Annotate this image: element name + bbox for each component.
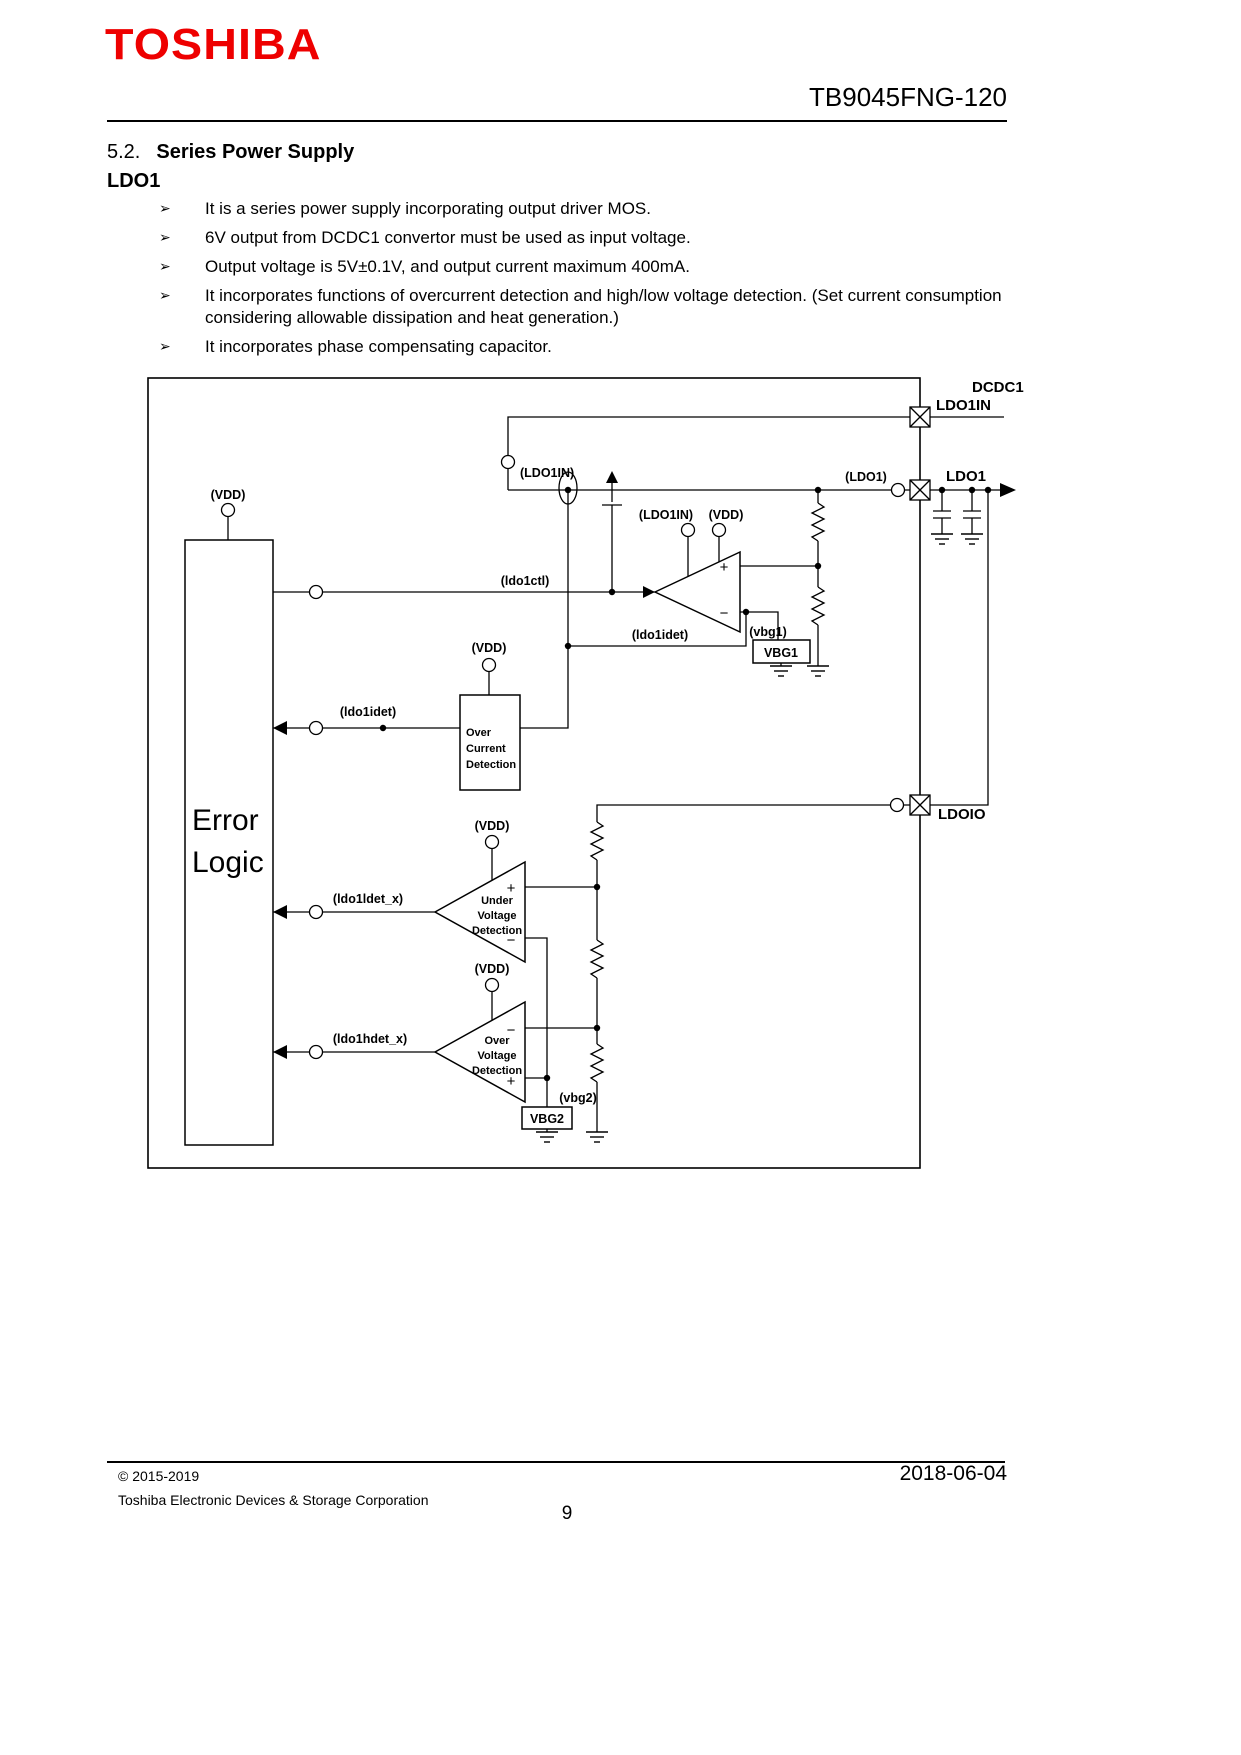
ldo1idet-net-label: (ldo1idet)	[339, 705, 397, 719]
document-date: 2018-06-04	[899, 1462, 1007, 1485]
arrow-into-error-logic	[273, 1045, 287, 1059]
uvd-label-line3: Detection	[471, 925, 523, 937]
ldo1-output-arrow	[1000, 483, 1016, 497]
uvd-minus-input: −	[506, 932, 516, 949]
arrowheads	[273, 471, 1016, 1059]
bullet-text: Output voltage is 5V±0.1V, and output current maximum 400mA.	[205, 257, 690, 277]
subsection-title: LDO1	[107, 170, 161, 192]
section-title: Series Power Supply	[156, 141, 355, 163]
arrow-into-error-logic	[273, 905, 287, 919]
ovd-plus-input: +	[506, 1073, 516, 1090]
bullet-text: It incorporates phase compensating capacitor.	[205, 337, 552, 357]
arrow-into-error-amp	[643, 586, 655, 598]
ldo1idet-net-label: (ldo1idet)	[631, 628, 689, 642]
resistor	[591, 822, 603, 860]
bullet-text: It incorporates functions of overcurrent detection and high/low voltage detection. (Set current consumption considering allowable dissipation and heat generation.)	[205, 286, 1002, 328]
error-logic-label-line1: Error	[192, 804, 259, 837]
company-name: Toshiba Electronic Devices & Storage Corporation	[118, 1492, 429, 1508]
bullet-text: It is a series power supply incorporating output driver MOS.	[205, 199, 651, 218]
pin-ldo1in-symbol	[910, 407, 930, 427]
bullet-arrow-icon: ➢	[159, 287, 171, 304]
diagram-frame	[148, 378, 920, 1168]
bullet-arrow-icon: ➢	[159, 229, 171, 246]
ovd-minus-input: −	[506, 1022, 516, 1039]
ocd-label-line1: Over	[466, 727, 492, 739]
uvd-plus-input: +	[506, 880, 516, 897]
vbg2-block-label: VBG2	[529, 1112, 565, 1126]
ldo1in-net-label: (LDO1IN)	[638, 508, 694, 522]
resistor	[812, 587, 824, 625]
ldo1hdet-net-label: (ldo1hdet_x)	[332, 1032, 408, 1046]
ocd-label-line3: Detection	[466, 759, 517, 771]
section-number: 5.2.	[107, 141, 141, 163]
mos-arrow	[606, 471, 618, 483]
error-logic-label-line2: Logic	[192, 846, 264, 879]
wires	[228, 417, 1004, 1132]
toshiba-logo: TOSHIBA	[105, 20, 322, 69]
vdd-net-label: (VDD)	[210, 488, 246, 502]
vdd-net-label: (VDD)	[474, 962, 510, 976]
ldo1-net-label: (LDO1)	[845, 470, 887, 484]
error-logic-box	[185, 540, 273, 1145]
ldo1in-net-label: (LDO1IN)	[520, 466, 575, 480]
error-amp-minus-input: −	[719, 605, 729, 622]
page-number: 9	[561, 1503, 573, 1524]
pin-label-ldo1in: LDO1IN	[936, 397, 992, 414]
vdd-net-label: (VDD)	[471, 641, 507, 655]
vbg1-block-label: VBG1	[763, 646, 799, 660]
resistor	[812, 503, 824, 541]
copyright-text: © 2015-2019	[118, 1468, 200, 1484]
vdd-net-label: (VDD)	[474, 819, 510, 833]
ldo1ldet-net-label: (ldo1ldet_x)	[332, 892, 404, 906]
bullet-arrow-icon: ➢	[159, 258, 171, 275]
uvd-label-line1: Under	[481, 895, 513, 907]
pin-label-dcdc1: DCDC1	[972, 379, 1024, 396]
uvd-label-line2: Voltage	[477, 910, 517, 922]
ovd-label-line2: Voltage	[477, 1050, 517, 1062]
vbg2-net-label: (vbg2)	[559, 1091, 597, 1105]
resistor	[591, 940, 603, 978]
bullet-arrow-icon: ➢	[159, 338, 171, 355]
terminal-circles	[222, 456, 905, 1059]
bullet-arrow-icon: ➢	[159, 200, 171, 216]
pin-label-ldoio: LDOIO	[938, 806, 986, 823]
pin-label-ldo1: LDO1	[946, 468, 987, 485]
vbg1-net-label: (vbg1)	[749, 625, 787, 639]
junction-dots	[380, 487, 991, 1081]
bullet-text: 6V output from DCDC1 convertor must be used as input voltage.	[205, 228, 691, 248]
error-amp-plus-input: +	[719, 559, 729, 576]
ovd-label-line1: Over	[484, 1035, 510, 1047]
resistor	[591, 1044, 603, 1082]
pin-ldoio-symbol	[910, 795, 930, 815]
resistors	[591, 503, 824, 1082]
ocd-label-line2: Current	[466, 743, 506, 755]
pin-ldo1-symbol	[910, 480, 930, 500]
ldo1ctl-net-label: (ldo1ctl)	[500, 574, 550, 588]
vdd-net-label: (VDD)	[708, 508, 744, 522]
arrow-into-error-logic	[273, 721, 287, 735]
ovd-label-line3: Detection	[471, 1065, 523, 1077]
document-number: TB9045FNG-120	[809, 82, 1007, 112]
